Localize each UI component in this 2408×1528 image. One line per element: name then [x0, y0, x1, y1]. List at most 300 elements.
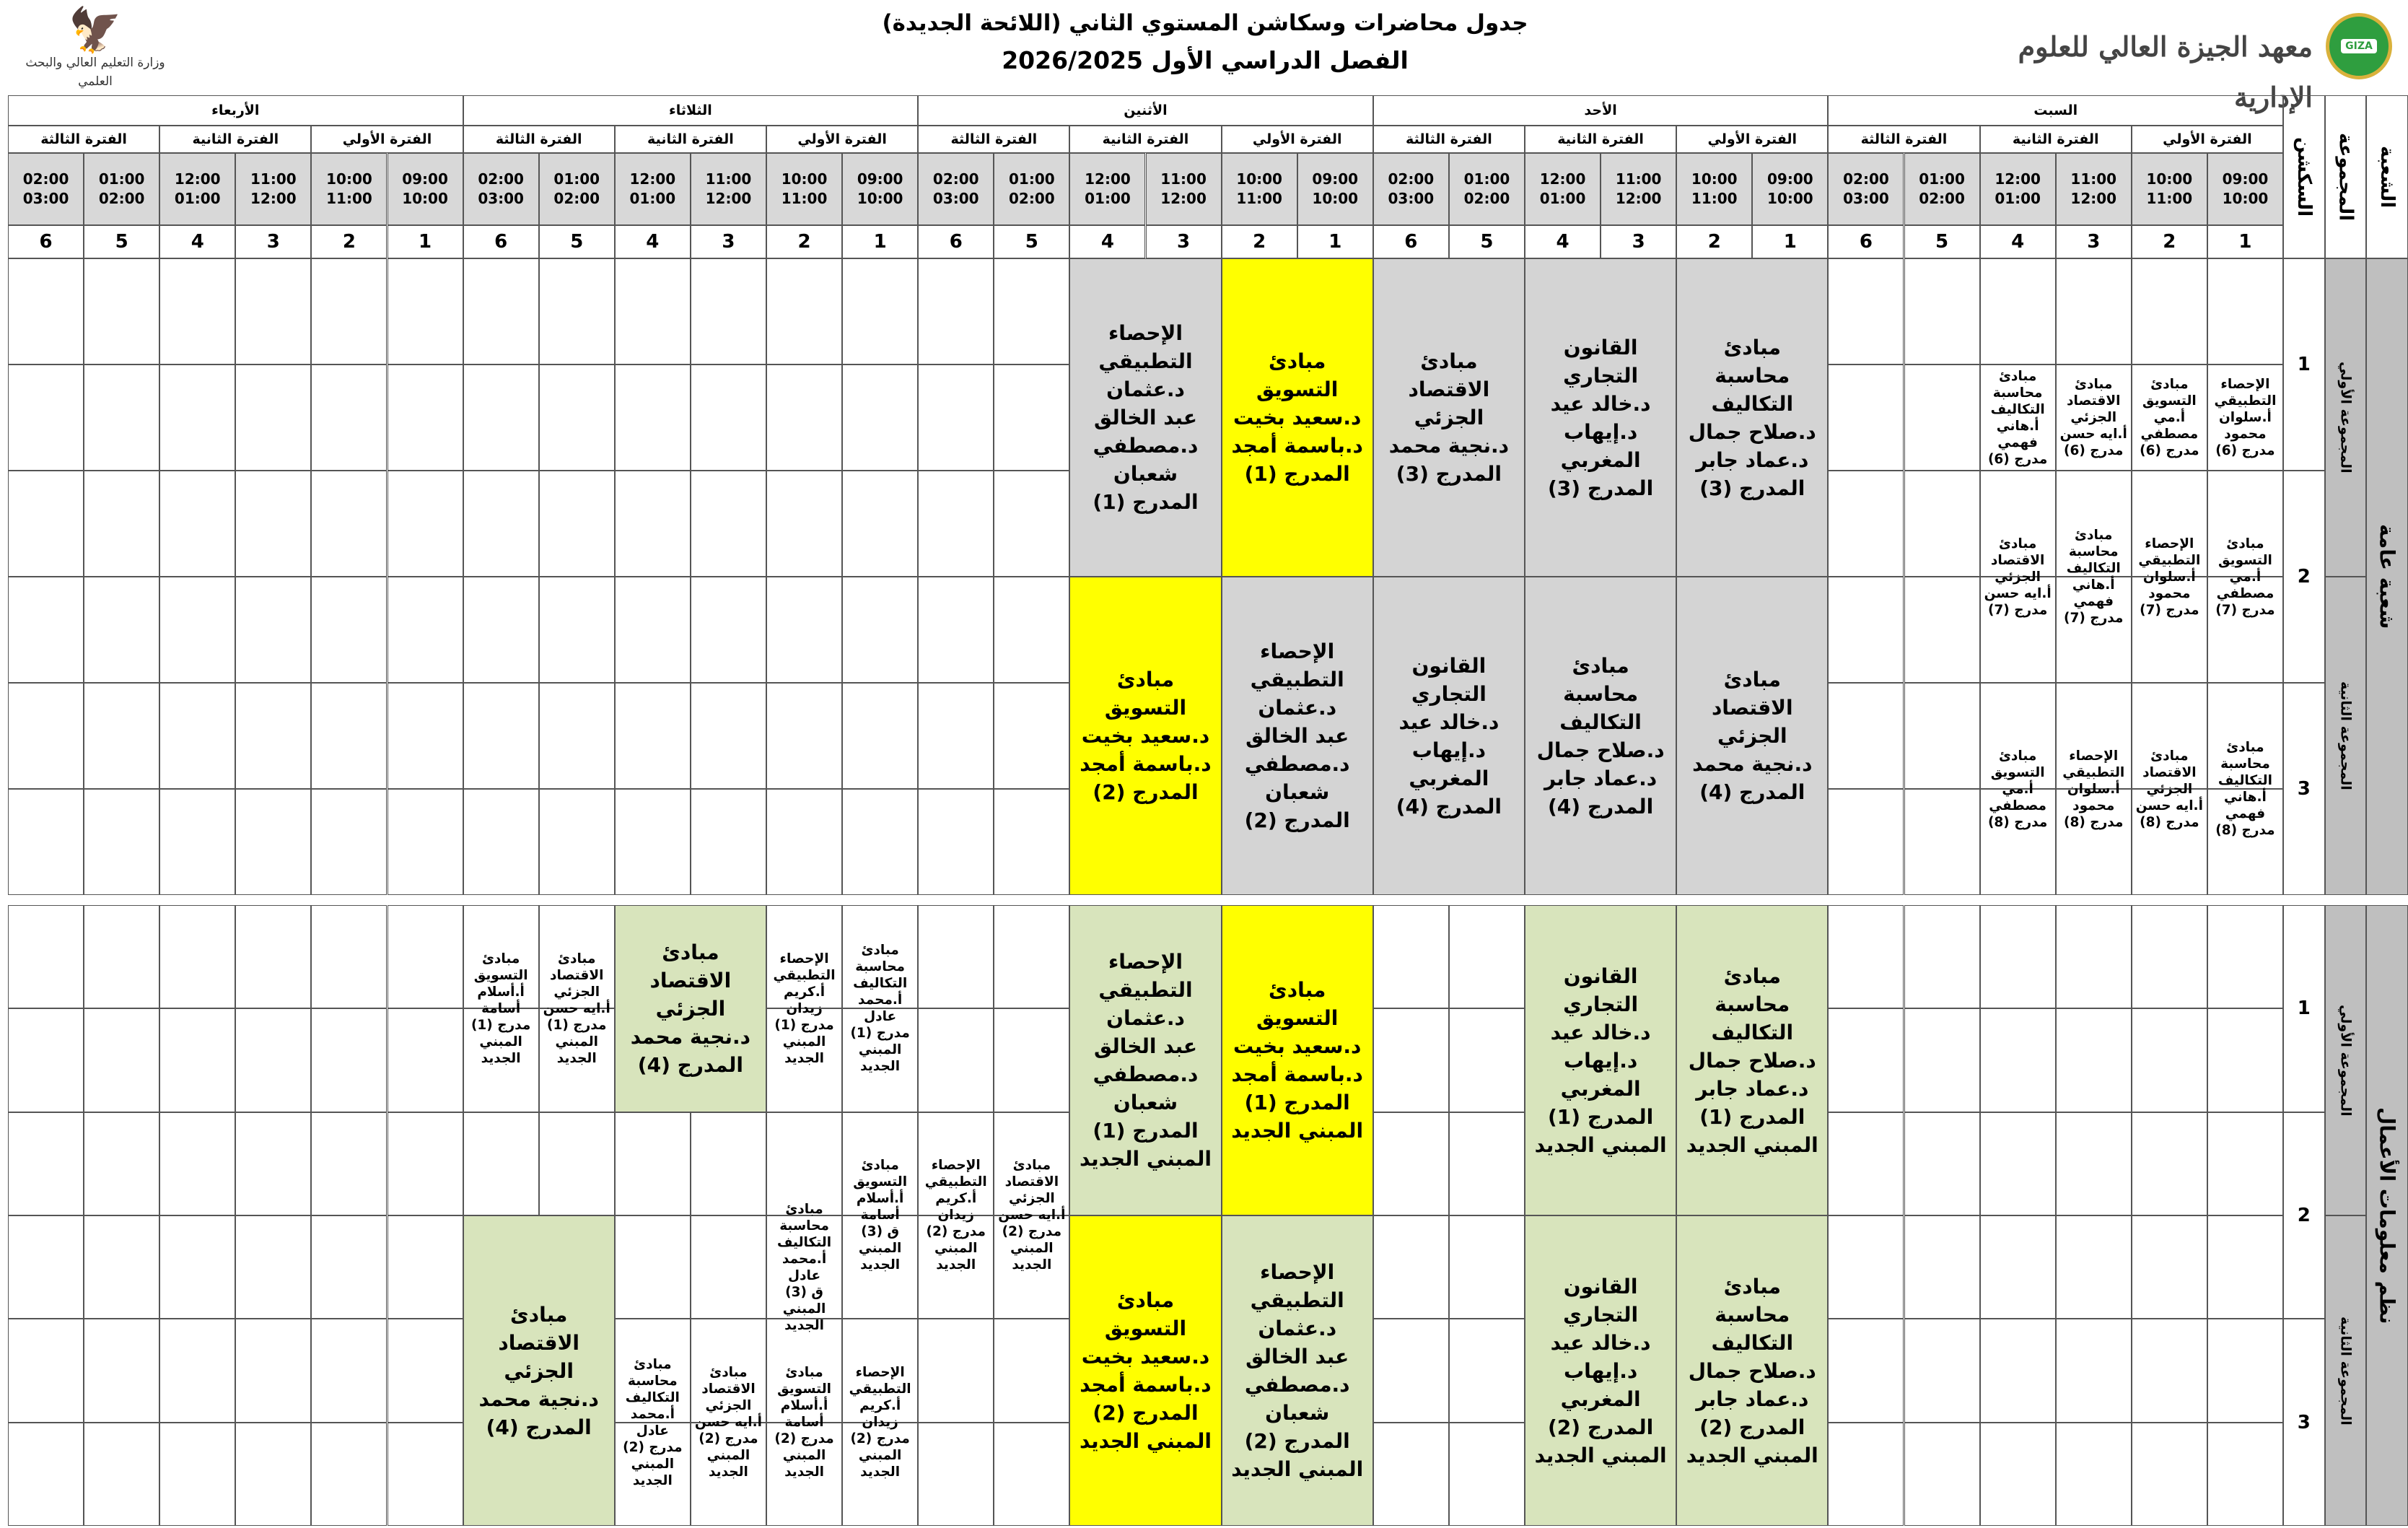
timetable-grid	[1, 95, 2408, 1527]
time-slot	[994, 153, 1069, 225]
course-entry-text: مبادئ محاسبة التكاليف أ.محمد عادل مدرج (1) المبني الجديد	[850, 943, 910, 1075]
empty-cell	[994, 905, 1069, 1008]
course-entry-text: مبادئ محاسبة التكاليف د.صلاح جمال د.عماد جابر المدرج (4)	[1536, 653, 1665, 818]
slot-number-text: 2	[797, 231, 811, 253]
time-slot	[84, 153, 159, 225]
slot-number-text: 2	[1253, 231, 1266, 253]
time-slot-text: 09:00 10:00	[2222, 170, 2269, 207]
time-slot	[8, 153, 84, 225]
course-entry	[1069, 905, 1221, 1215]
empty-cell	[235, 1423, 311, 1526]
time-slot	[1525, 153, 1601, 225]
slot-number-text: 4	[1556, 231, 1569, 253]
slot-number	[1069, 225, 1145, 258]
empty-cell	[311, 577, 387, 683]
empty-cell	[388, 1112, 463, 1215]
slot-number	[1449, 225, 1525, 258]
slot-number	[1146, 225, 1222, 258]
empty-cell	[311, 1423, 387, 1526]
course-entry	[842, 905, 918, 1112]
slot-number-text: 6	[949, 231, 963, 253]
empty-cell	[388, 905, 463, 1008]
day-header-text: الثلاثاء	[668, 102, 712, 118]
empty-cell	[2207, 1008, 2283, 1112]
period-header-text: الفترة الأولي	[1252, 131, 1342, 147]
empty-cell	[2207, 1112, 2283, 1215]
course-entry-text: الإحصاء التطبيقي أ.سلوان محمود مدرج (6)	[2214, 377, 2277, 458]
slot-number	[615, 225, 691, 258]
course-entry-text: مبادئ التسويق د.سعيد بخيت د.باسمة أمجد المدرج (2)	[1080, 668, 1212, 804]
empty-cell	[994, 364, 1069, 471]
empty-cell	[842, 364, 918, 471]
time-slot	[918, 153, 994, 225]
empty-cell	[84, 364, 159, 471]
empty-cell	[1373, 1008, 1449, 1112]
slot-number	[1828, 225, 1904, 258]
period-header	[8, 126, 159, 153]
slot-number-text: 5	[1025, 231, 1038, 253]
period-header-text: الفترة الأولي	[2163, 131, 2252, 147]
course-entry	[1222, 1215, 1373, 1526]
time-slot	[2132, 153, 2207, 225]
session-number	[2283, 258, 2325, 471]
course-entry	[1525, 1215, 1676, 1526]
course-entry	[615, 1319, 691, 1526]
empty-cell	[691, 258, 766, 364]
time-slot	[1904, 153, 1980, 225]
slot-number	[1904, 225, 1980, 258]
empty-cell	[1904, 258, 1980, 364]
empty-cell	[2056, 1423, 2132, 1526]
course-entry	[615, 905, 766, 1112]
time-slot	[766, 153, 842, 225]
slot-number	[918, 225, 994, 258]
empty-cell	[2132, 1319, 2207, 1422]
empty-cell	[691, 364, 766, 471]
time-slot-text: 01:00 02:00	[1919, 170, 1965, 207]
time-slot	[691, 153, 766, 225]
section-name	[2366, 905, 2408, 1526]
empty-cell	[388, 1423, 463, 1526]
course-entry	[1069, 258, 1221, 577]
empty-cell	[1449, 905, 1525, 1008]
slot-number-text: 4	[191, 231, 204, 253]
period-header	[1222, 126, 1373, 153]
empty-cell	[1373, 905, 1449, 1008]
ministry-caption: وزارة التعليم العالي والبحث العلمي	[25, 56, 165, 89]
empty-cell	[311, 1112, 387, 1215]
period-header-text: الفترة الثالثة	[950, 131, 1038, 147]
empty-cell	[1980, 1112, 2056, 1215]
course-entry-text: القانون التجاري د.خالد عيد د.إيهاب المغربي المدرج (4)	[1396, 653, 1502, 818]
empty-cell	[615, 364, 691, 471]
section-name-text: نظم معلومات الأعمال	[2375, 1106, 2399, 1324]
course-entry	[539, 905, 615, 1112]
course-entry	[2132, 471, 2207, 683]
empty-cell	[311, 1008, 387, 1112]
course-entry-text: مبادئ التسويق د.سعيد بخيت د.باسمة أمجد المدرج (1)	[1231, 349, 1363, 486]
empty-cell	[1904, 683, 1980, 789]
empty-cell	[1373, 1215, 1449, 1319]
empty-cell	[8, 577, 84, 683]
empty-cell	[84, 905, 159, 1008]
empty-cell	[2207, 905, 2283, 1008]
period-header	[766, 126, 918, 153]
empty-cell	[918, 258, 994, 364]
time-slot	[463, 153, 539, 225]
time-slot-text: 11:00 12:00	[250, 170, 297, 207]
time-slot	[842, 153, 918, 225]
course-entry-text: مبادئ محاسبة التكاليف أ.محمد عادل مدرج (2) المبني الجديد	[623, 1356, 683, 1488]
time-slot-text: 10:00 11:00	[1691, 170, 1738, 207]
period-header-text: الفترة الأولي	[1707, 131, 1798, 147]
empty-cell	[691, 1215, 766, 1319]
slot-number-text: 4	[1100, 231, 1114, 253]
course-entry-text: القانون التجاري د.خالد عيد د.إيهاب المغربي المدرج (1) المبني الجديد	[1534, 964, 1667, 1157]
empty-cell	[994, 1423, 1069, 1526]
empty-cell	[766, 364, 842, 471]
empty-cell	[463, 1112, 539, 1215]
empty-cell	[159, 258, 235, 364]
session-number-text: 3	[2297, 778, 2311, 800]
time-slot-text: 01:00 02:00	[98, 170, 145, 207]
empty-cell	[1980, 905, 2056, 1008]
slot-number	[8, 225, 84, 258]
empty-cell	[159, 905, 235, 1008]
empty-cell	[235, 1215, 311, 1319]
empty-cell	[84, 683, 159, 789]
slot-number	[1601, 225, 1676, 258]
empty-cell	[918, 789, 994, 895]
session-column-header	[2283, 95, 2325, 258]
empty-cell	[691, 577, 766, 683]
empty-cell	[1904, 1112, 1980, 1215]
time-slot	[159, 153, 235, 225]
empty-cell	[311, 905, 387, 1008]
empty-cell	[388, 471, 463, 577]
course-entry-text: الإحصاء التطبيقي د.عثمان عبد الخالق د.مصطفي شعبان المدرج (2) المبني الجديد	[1231, 1260, 1364, 1481]
day-header-text: الأربعاء	[211, 102, 260, 118]
time-slot-text: 12:00 01:00	[629, 170, 676, 207]
empty-cell	[2056, 905, 2132, 1008]
empty-cell	[918, 683, 994, 789]
slot-number	[1752, 225, 1828, 258]
time-slot	[388, 153, 463, 225]
course-entry	[463, 905, 539, 1112]
course-entry	[2207, 683, 2283, 895]
time-slot	[1752, 153, 1828, 225]
empty-cell	[1980, 1215, 2056, 1319]
empty-cell	[1449, 1423, 1525, 1526]
period-header	[1676, 126, 1828, 153]
empty-cell	[615, 683, 691, 789]
empty-cell	[615, 577, 691, 683]
empty-cell	[842, 789, 918, 895]
empty-cell	[159, 1008, 235, 1112]
empty-cell	[388, 258, 463, 364]
time-slot-text: 11:00 12:00	[1160, 170, 1207, 207]
course-entry-text: مبادئ التسويق أ.مي مصطفي مدرج (6)	[2140, 377, 2199, 458]
session-number	[2283, 905, 2325, 1112]
course-entry	[1676, 1215, 1828, 1526]
empty-cell	[842, 577, 918, 683]
group-name-text: المجموعة الثانية	[2337, 681, 2354, 790]
period-header-text: الفترة الثانية	[192, 131, 279, 147]
time-slot-text: 09:00 10:00	[1312, 170, 1359, 207]
empty-cell	[691, 683, 766, 789]
slot-number-text: 4	[2011, 231, 2025, 253]
session-number	[2283, 1112, 2325, 1319]
empty-cell	[159, 1423, 235, 1526]
period-header	[311, 126, 463, 153]
course-entry-text: مبادئ الاقتصاد الجزئي د.نجية محمد المدرج (4)	[478, 1302, 599, 1439]
course-entry	[2056, 683, 2132, 895]
time-slot-text: 10:00 11:00	[1236, 170, 1282, 207]
slot-number-text: 3	[1632, 231, 1645, 253]
course-entry-text: مبادئ التسويق أ.أسلام أسامة مدرج (1) المبني الجديد	[470, 951, 531, 1066]
course-entry	[1980, 683, 2056, 895]
day-header	[8, 95, 463, 126]
slot-number	[463, 225, 539, 258]
empty-cell	[766, 577, 842, 683]
empty-cell	[615, 1112, 691, 1215]
course-entry-text: الإحصاء التطبيقي أ.سلوان محمود مدرج (8)	[2062, 748, 2125, 830]
empty-cell	[994, 471, 1069, 577]
course-entry-text: مبادئ محاسبة التكاليف أ.هاني فهمي مدرج (8)	[2215, 740, 2275, 838]
session-number-text: 1	[2297, 354, 2311, 375]
slot-number-text: 5	[1935, 231, 1949, 253]
course-entry	[1980, 471, 2056, 683]
time-slot-text: 12:00 01:00	[1085, 170, 1131, 207]
empty-cell	[84, 1112, 159, 1215]
empty-cell	[1904, 471, 1980, 577]
course-entry	[842, 1112, 918, 1319]
course-entry-text: مبادئ محاسبة التكاليف د.صلاح جمال د.عماد جابر المدرج (3)	[1688, 335, 1816, 500]
time-slot-text: 10:00 11:00	[2146, 170, 2193, 207]
empty-cell	[615, 471, 691, 577]
time-slot	[2207, 153, 2283, 225]
slot-number	[766, 225, 842, 258]
empty-cell	[615, 789, 691, 895]
empty-cell	[1828, 364, 1904, 471]
slot-number	[994, 225, 1069, 258]
empty-cell	[235, 577, 311, 683]
time-slot	[1146, 153, 1222, 225]
empty-cell	[311, 1215, 387, 1319]
empty-cell	[1828, 1319, 1904, 1422]
course-entry-text: مبادئ التسويق أ.أسلام أسامة مدرج (2) المبني الجديد	[774, 1365, 834, 1480]
slot-number-text: 2	[1707, 231, 1721, 253]
course-entry	[2056, 471, 2132, 683]
course-entry	[691, 1319, 766, 1526]
period-header	[918, 126, 1069, 153]
empty-cell	[842, 471, 918, 577]
slot-number-text: 1	[1783, 231, 1797, 253]
empty-cell	[539, 364, 615, 471]
course-entry-text: مبادئ محاسبة التكاليف أ.محمد عادل ق (3) المبني الجديد	[777, 1201, 832, 1333]
slot-number-text: 5	[1480, 231, 1494, 253]
slot-number-text: 6	[1859, 231, 1873, 253]
slot-number-text: 6	[1404, 231, 1418, 253]
empty-cell	[2207, 1215, 2283, 1319]
course-entry	[766, 1319, 842, 1526]
time-slot-text: 11:00 12:00	[1615, 170, 1662, 207]
empty-cell	[691, 789, 766, 895]
day-header	[918, 95, 1373, 126]
empty-cell	[766, 258, 842, 364]
ministry-logo	[16, 7, 175, 88]
course-entry-text: الإحصاء التطبيقي أ.كريم زيدان مدرج (2) المبني الجديد	[924, 1158, 987, 1273]
slot-number-text: 1	[419, 231, 432, 253]
slot-number	[2132, 225, 2207, 258]
course-entry	[1222, 905, 1373, 1215]
period-header-text: الفترة الأولي	[342, 131, 432, 147]
time-slot-text: 11:00 12:00	[2070, 170, 2117, 207]
empty-cell	[8, 1423, 84, 1526]
empty-cell	[918, 1423, 994, 1526]
institute-seal-text: GIZA	[2341, 39, 2377, 53]
time-slot-text: 01:00 02:00	[1009, 170, 1055, 207]
slot-number-text: 2	[2163, 231, 2176, 253]
course-entry	[1373, 258, 1525, 577]
time-slot-text: 02:00 03:00	[1388, 170, 1435, 207]
empty-cell	[615, 1215, 691, 1319]
empty-cell	[994, 1008, 1069, 1112]
period-header-text: الفترة الثانية	[647, 131, 734, 147]
time-slot	[1373, 153, 1449, 225]
empty-cell	[918, 1319, 994, 1422]
empty-cell	[388, 1008, 463, 1112]
slot-number	[84, 225, 159, 258]
period-header	[1980, 126, 2132, 153]
period-header	[463, 126, 615, 153]
time-slot-text: 02:00 03:00	[22, 170, 69, 207]
course-entry-text: مبادئ محاسبة التكاليف أ.هاني فهمي مدرج (6)	[1987, 368, 2048, 467]
empty-cell	[918, 471, 994, 577]
empty-cell	[388, 1319, 463, 1422]
empty-cell	[159, 471, 235, 577]
course-entry-text: الإحصاء التطبيقي د.عثمان عبد الخالق د.مصطفي شعبان المدرج (1) المبني الجديد	[1080, 950, 1212, 1171]
empty-cell	[691, 1112, 766, 1215]
empty-cell	[1449, 1008, 1525, 1112]
empty-cell	[1904, 1008, 1980, 1112]
empty-cell	[1828, 471, 1904, 577]
course-entry-text: مبادئ محاسبة التكاليف أ.هاني فهمي مدرج (7)	[2064, 528, 2124, 626]
slot-number-text: 1	[2238, 231, 2252, 253]
group-name	[2325, 1215, 2367, 1526]
empty-cell	[235, 905, 311, 1008]
slot-number	[1297, 225, 1373, 258]
time-slot-text: 10:00 11:00	[781, 170, 828, 207]
session-number-text: 1	[2297, 997, 2311, 1020]
empty-cell	[918, 364, 994, 471]
empty-cell	[539, 471, 615, 577]
empty-cell	[463, 471, 539, 577]
empty-cell	[84, 1008, 159, 1112]
empty-cell	[842, 258, 918, 364]
slot-number-text: 2	[342, 231, 356, 253]
course-entry	[1525, 258, 1676, 577]
empty-cell	[159, 1319, 235, 1422]
empty-cell	[994, 1319, 1069, 1422]
time-slot-text: 12:00 01:00	[1539, 170, 1586, 207]
period-header	[1069, 126, 1221, 153]
slot-number	[1373, 225, 1449, 258]
time-slot	[2056, 153, 2132, 225]
empty-cell	[84, 471, 159, 577]
empty-cell	[1904, 789, 1980, 895]
slot-number-text: 1	[873, 231, 887, 253]
empty-cell	[8, 683, 84, 789]
course-entry-text: مبادئ التسويق أ.أسلام أسامة ق (3) المبني الجديد	[853, 1158, 908, 1273]
empty-cell	[918, 1008, 994, 1112]
time-slot-text: 09:00 10:00	[402, 170, 448, 207]
empty-cell	[84, 789, 159, 895]
slot-number-text: 5	[570, 231, 584, 253]
empty-cell	[2132, 1112, 2207, 1215]
course-entry	[1069, 577, 1221, 895]
group-name	[2325, 905, 2367, 1215]
section-column-header	[2366, 95, 2408, 258]
session-number	[2283, 471, 2325, 683]
course-entry	[918, 1112, 994, 1319]
empty-cell	[311, 683, 387, 789]
period-header	[159, 126, 311, 153]
course-entry-text: الإحصاء التطبيقي أ.سلوان محمود مدرج (7)	[2138, 536, 2201, 618]
empty-cell	[615, 258, 691, 364]
day-header	[1828, 95, 2283, 126]
session-column-header-text: السكشن	[2293, 136, 2315, 217]
session-number-text: 3	[2297, 1411, 2311, 1433]
empty-cell	[8, 1008, 84, 1112]
empty-cell	[8, 258, 84, 364]
empty-cell	[159, 1215, 235, 1319]
empty-cell	[8, 1112, 84, 1215]
time-slot	[615, 153, 691, 225]
slot-number-text: 3	[266, 231, 280, 253]
period-header-text: الفترة الثانية	[2012, 131, 2099, 147]
empty-cell	[2207, 1423, 2283, 1526]
slot-number	[1676, 225, 1752, 258]
institute-seal-icon	[2326, 13, 2392, 79]
group-name	[2325, 258, 2367, 577]
slot-number	[1525, 225, 1601, 258]
empty-cell	[235, 789, 311, 895]
empty-cell	[2132, 1215, 2207, 1319]
empty-cell	[1373, 1319, 1449, 1422]
course-entry-text: مبادئ الاقتصاد الجزئي د.نجية محمد المدرج (4)	[1692, 668, 1813, 804]
time-slot-text: 12:00 01:00	[174, 170, 221, 207]
course-entry-text: الإحصاء التطبيقي أ.كريم زيدان مدرج (2) المبني الجديد	[849, 1365, 911, 1480]
empty-cell	[1828, 905, 1904, 1008]
empty-cell	[2056, 1008, 2132, 1112]
empty-cell	[84, 577, 159, 683]
empty-cell	[1980, 1423, 2056, 1526]
empty-cell	[84, 1215, 159, 1319]
section-name	[2366, 258, 2408, 895]
time-slot-text: 02:00 03:00	[478, 170, 524, 207]
group-column-header	[2325, 95, 2367, 258]
empty-cell	[918, 905, 994, 1008]
slot-number	[159, 225, 235, 258]
empty-cell	[994, 258, 1069, 364]
empty-cell	[311, 364, 387, 471]
empty-cell	[1904, 577, 1980, 683]
group-column-header-text: المجموعة	[2334, 132, 2357, 222]
empty-cell	[691, 471, 766, 577]
empty-cell	[1828, 683, 1904, 789]
course-entry-text: مبادئ الاقتصاد الجزئي أ.ايه حسن مدرج (1) المبني الجديد	[543, 951, 610, 1066]
